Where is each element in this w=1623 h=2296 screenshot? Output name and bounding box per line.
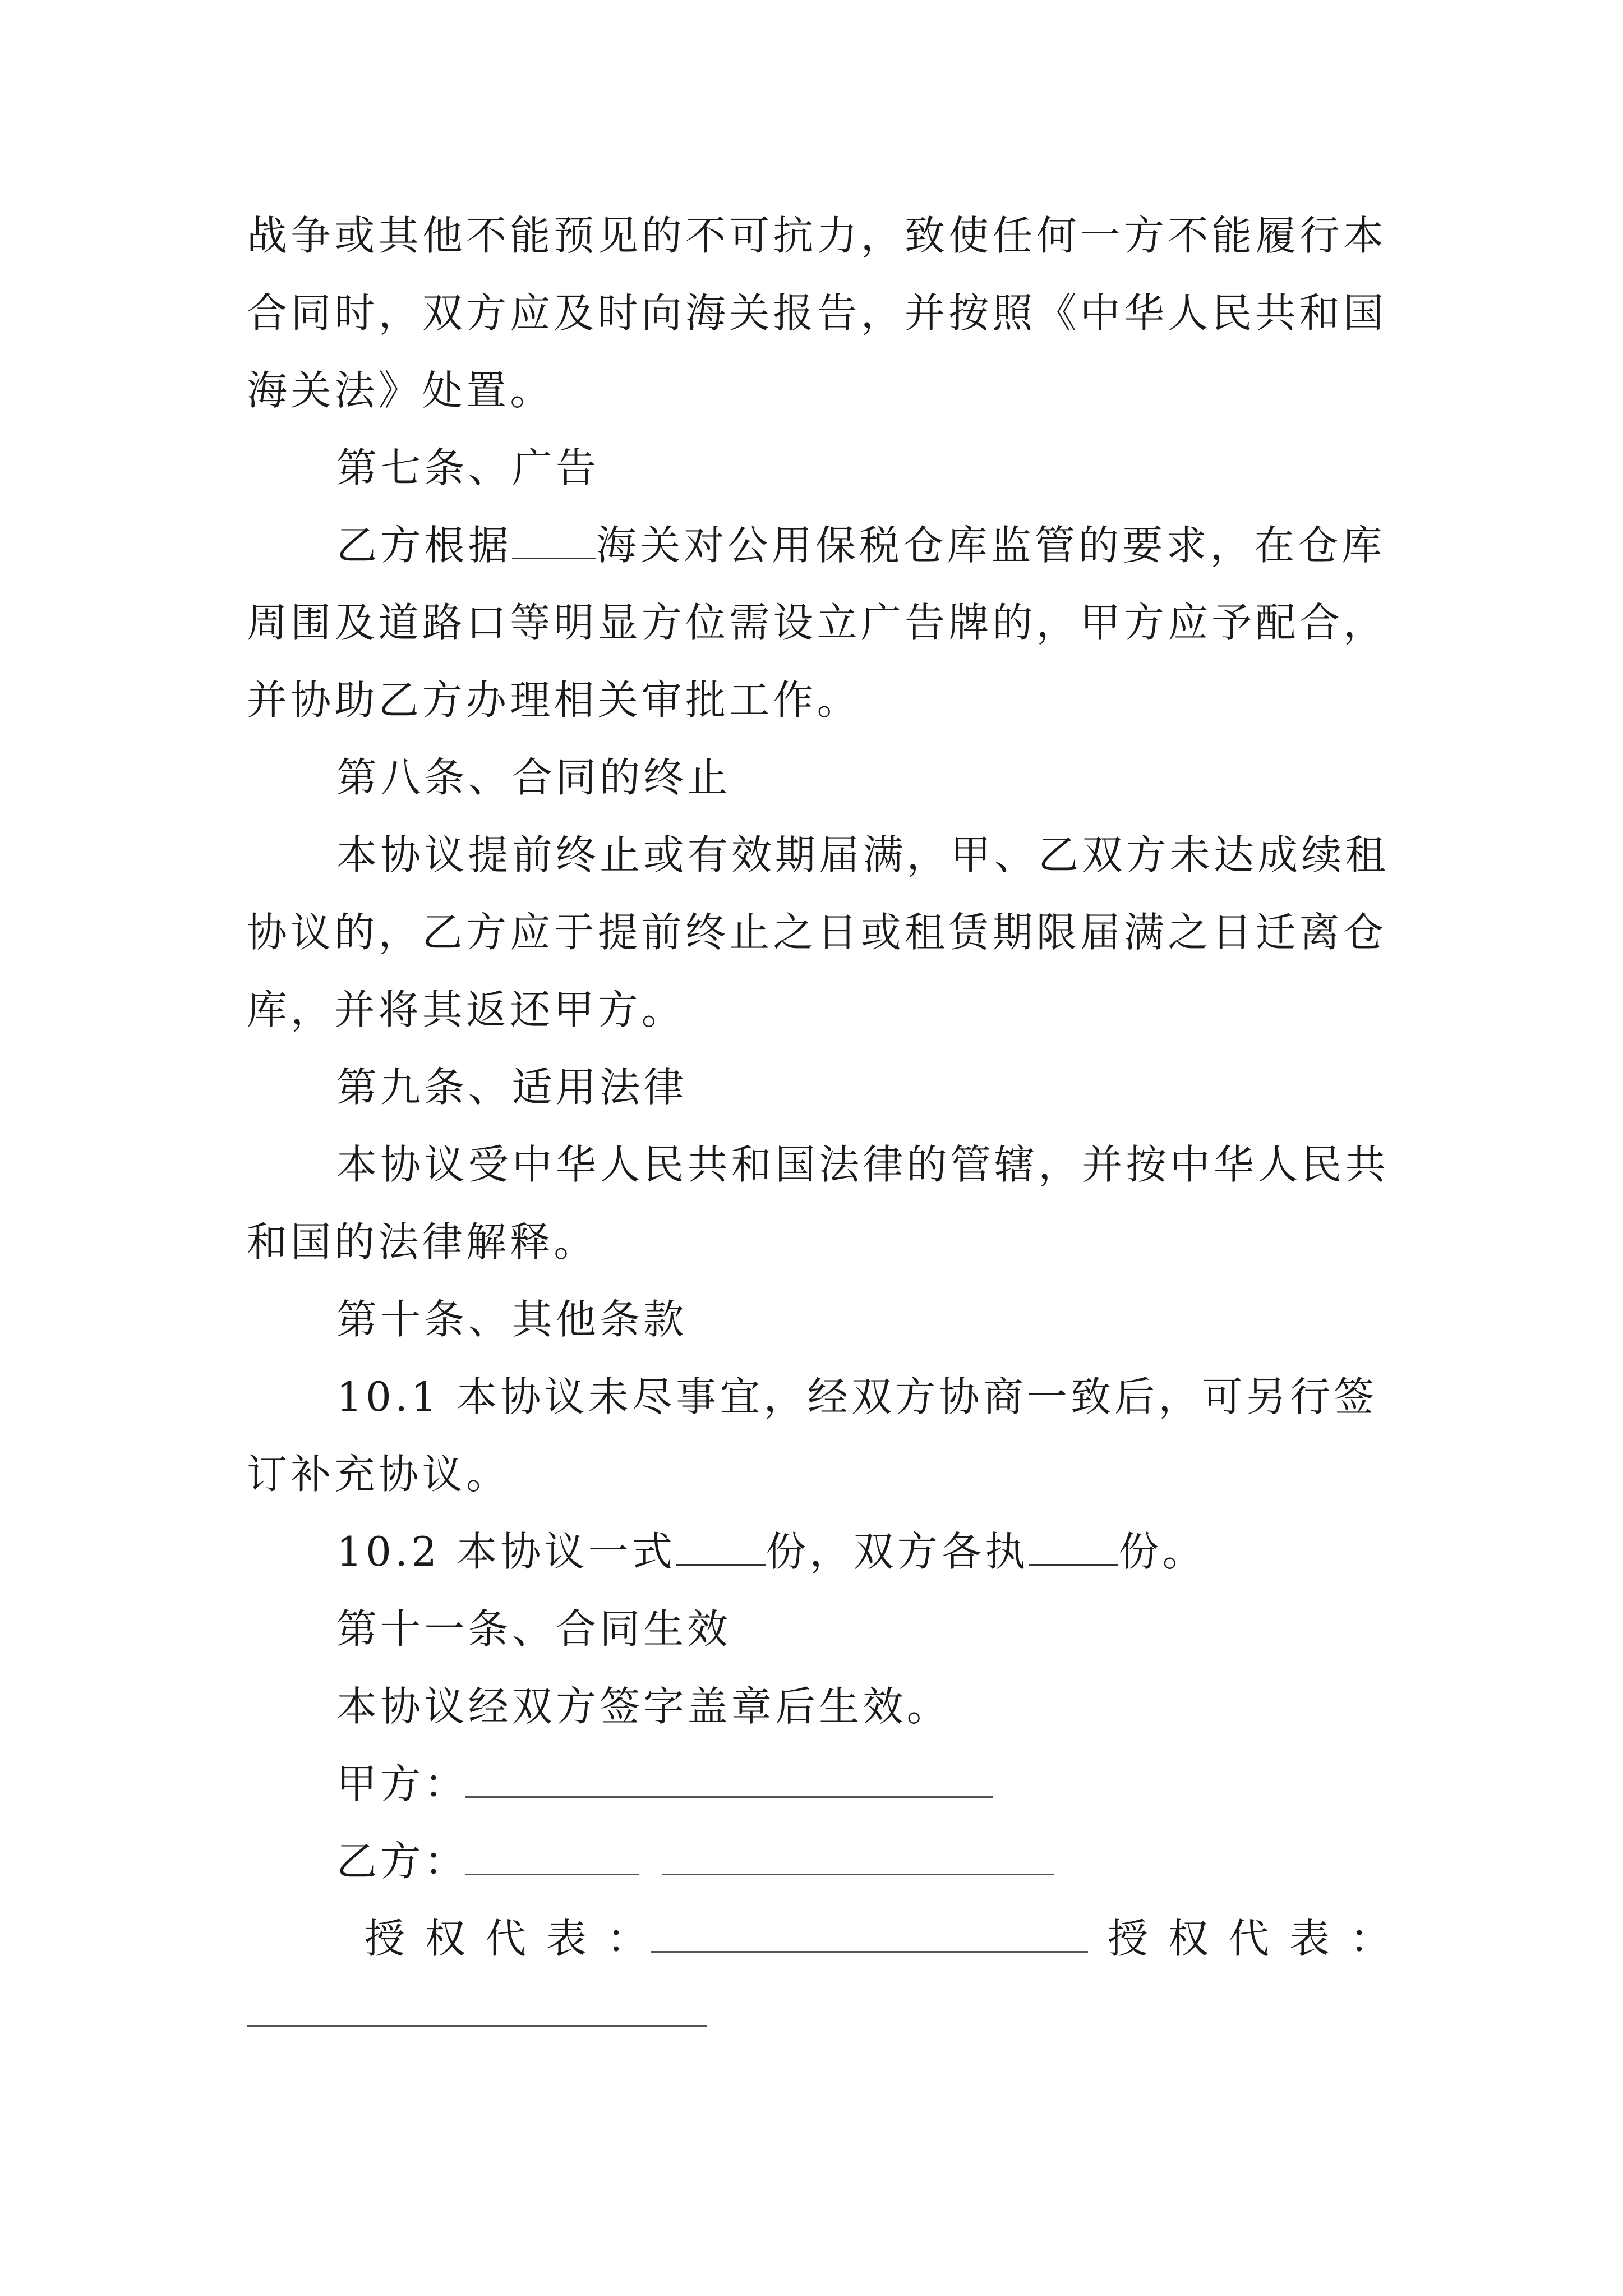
article-11-heading: 第十一条、合同生效 — [336, 1605, 731, 1653]
article-7-heading: 第七条、广告 — [336, 444, 600, 491]
blank-underline — [1029, 1530, 1118, 1566]
paragraph-line: 订补充协议。 — [247, 1451, 510, 1498]
paragraph-line: 协议的，乙方应于提前终止之日或租赁期限届满之日迁离仓 — [247, 909, 1387, 956]
party-a-label: 甲方： — [336, 1760, 468, 1807]
paragraph-line: 和国的法律解释。 — [247, 1218, 598, 1266]
blank-underline — [512, 524, 596, 559]
paragraph-line: 本协议经双方签字盖章后生效。 — [336, 1683, 951, 1730]
authorized-rep-signature-line-2 — [247, 2025, 707, 2027]
article-10-2-line — [336, 1525, 1206, 1579]
paragraph-line: 海关法》处置。 — [247, 367, 554, 414]
article-7-line-1 — [336, 518, 1385, 572]
authorized-rep-label-2: 授权代表： — [1108, 1915, 1411, 1962]
article-8-heading: 第八条、合同的终止 — [336, 754, 731, 801]
party-b-signature-line-2 — [662, 1874, 1054, 1875]
party-a-signature-line — [465, 1796, 993, 1798]
paragraph-line: 合同时，双方应及时向海关报告，并按照《中华人民共和国 — [247, 289, 1387, 337]
article-9-heading: 第九条、适用法律 — [336, 1064, 688, 1111]
paragraph-line: 本协议受中华人民共和国法律的管辖，并按中华人民共 — [336, 1141, 1389, 1188]
party-b-signature-line-1 — [465, 1874, 639, 1875]
paragraph-line: 并协助乙方办理相关审批工作。 — [247, 677, 861, 724]
article-7-text-b: 海关对公用保税仓库监管的要求，在仓库 — [596, 522, 1386, 569]
article-10-heading: 第十条、其他条款 — [336, 1296, 688, 1343]
paragraph-line: 战争或其他不能预见的不可抗力，致使任何一方不能履行本 — [247, 212, 1387, 259]
party-b-label: 乙方： — [336, 1838, 468, 1885]
copies-text-a: 10.2 本协议一式 — [336, 1528, 676, 1575]
blank-underline — [676, 1530, 766, 1566]
authorized-rep-signature-line-1 — [651, 1951, 1088, 1953]
paragraph-line: 本协议提前终止或有效期届满，甲、乙双方未达成续租 — [336, 831, 1389, 878]
authorized-rep-label-1: 授权代表： — [365, 1915, 668, 1962]
paragraph-line: 10.1 本协议未尽事宜，经双方协商一致后，可另行签 — [336, 1373, 1378, 1420]
article-7-text-a: 乙方根据 — [336, 522, 512, 569]
paragraph-line: 周围及道路口等明显方位需设立广告牌的，甲方应予配合， — [247, 599, 1387, 646]
copies-text-b: 份，双方各执 — [766, 1528, 1029, 1575]
paragraph-line: 库，并将其返还甲方。 — [247, 986, 686, 1033]
copies-text-c: 份。 — [1118, 1528, 1206, 1575]
